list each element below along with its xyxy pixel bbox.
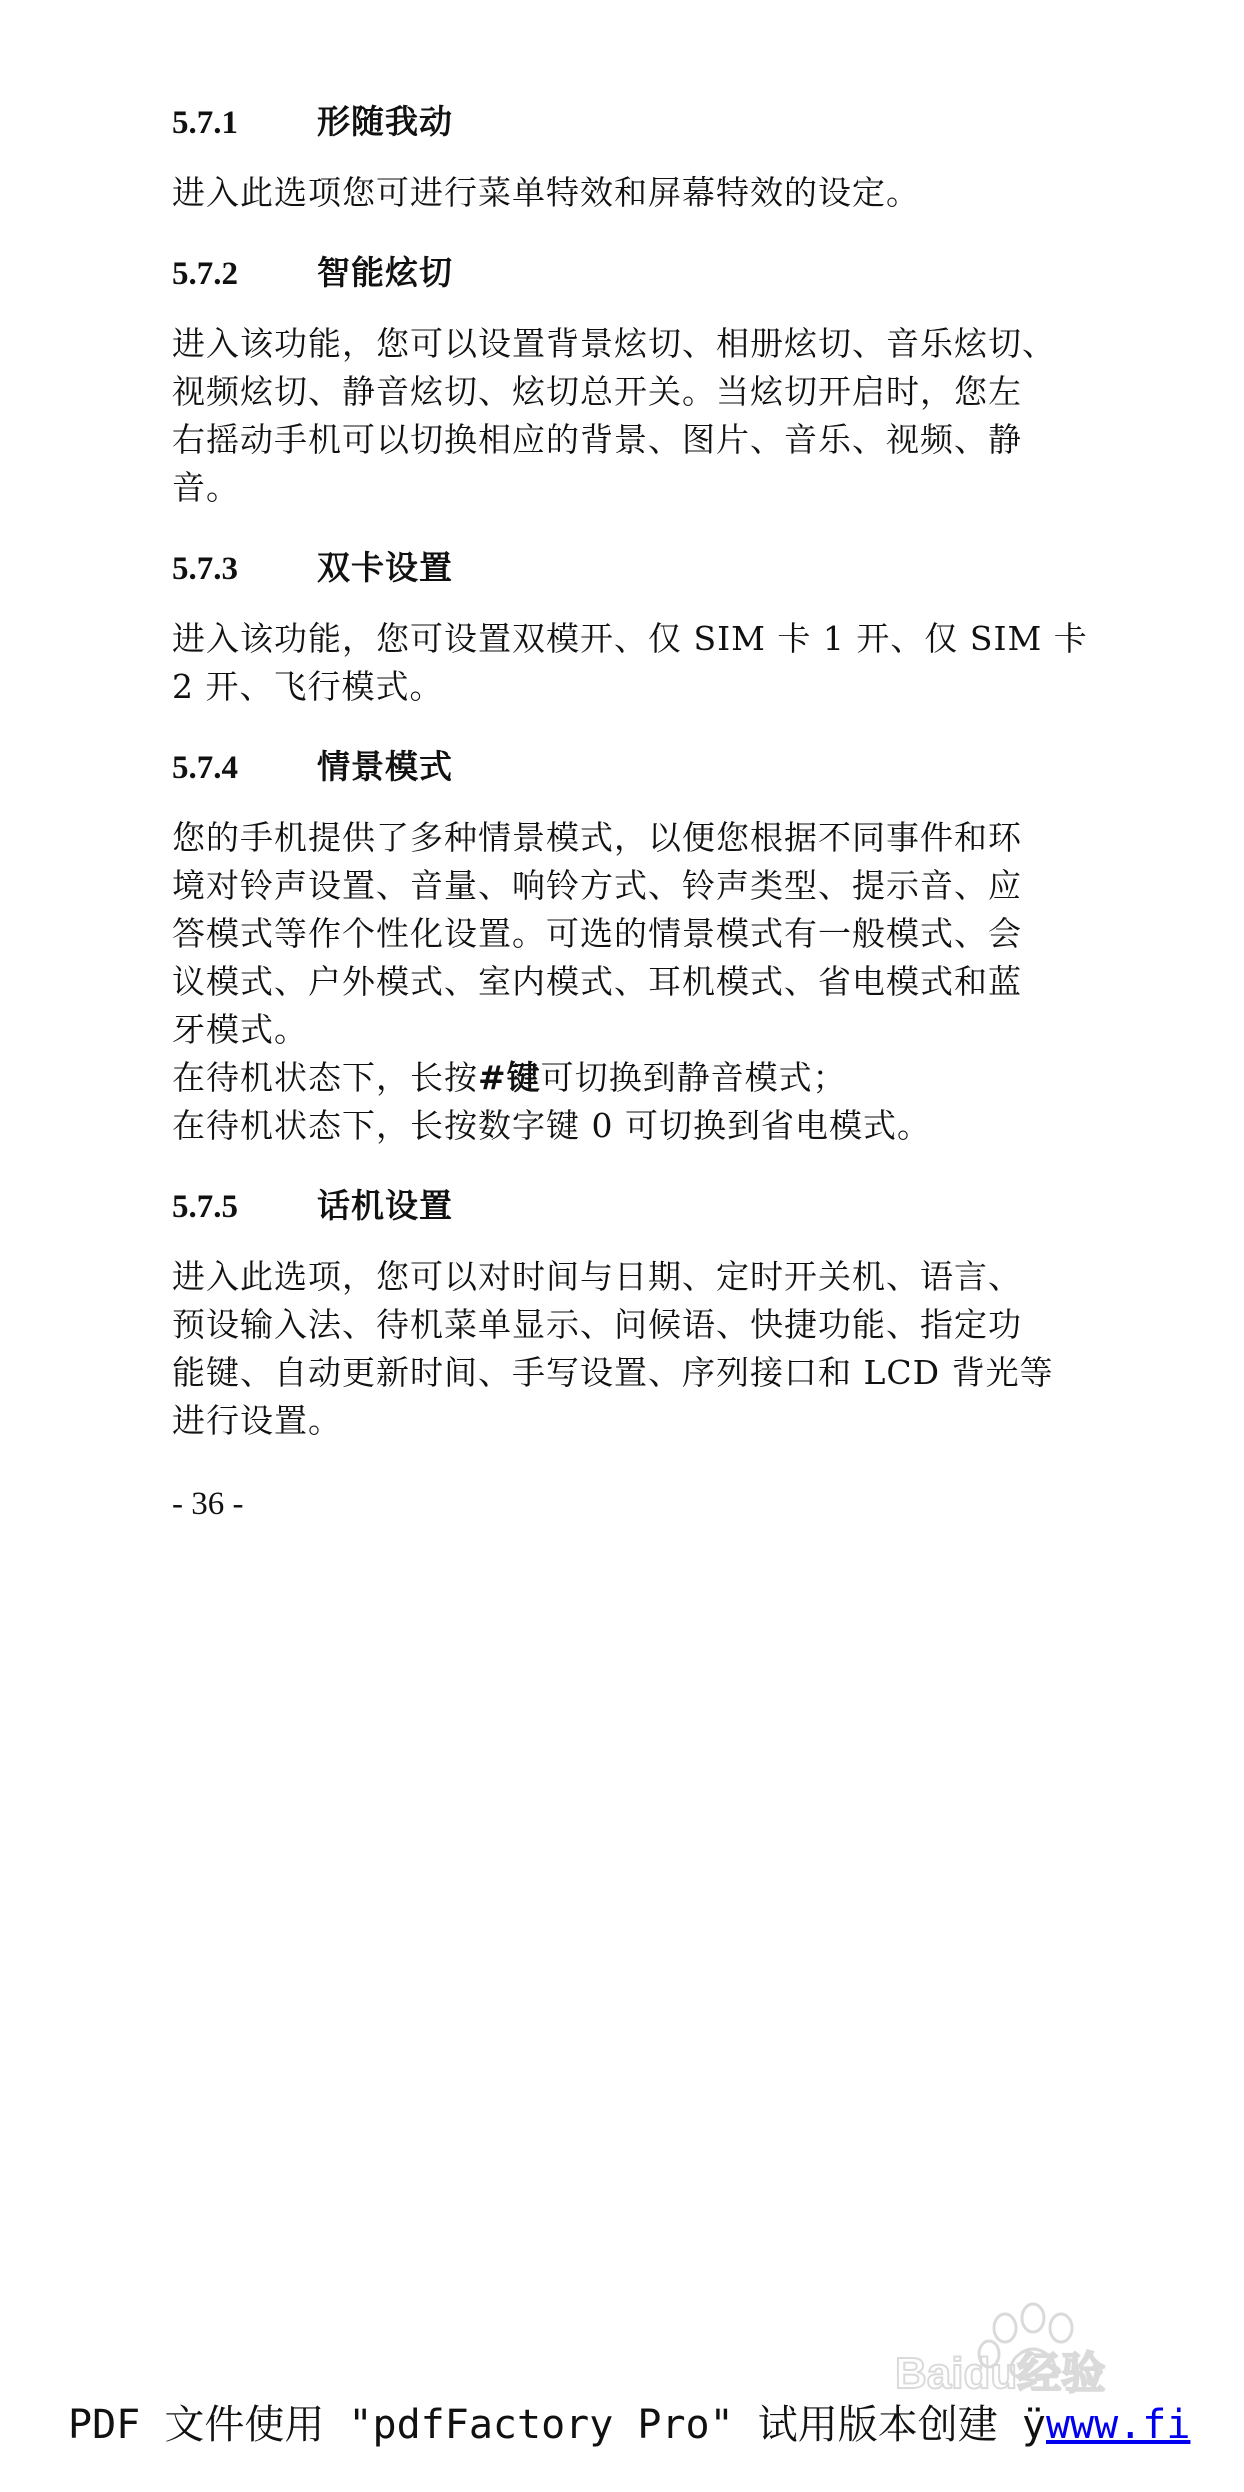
section-number: 5.7.2 <box>172 256 238 292</box>
paragraph-line: 进入该功能，您可设置双模开、仅 SIM 卡 1 开、仅 SIM 卡 <box>172 619 1088 658</box>
paragraph-line: 视频炫切、静音炫切、炫切总开关。当炫切开启时，您左 <box>172 372 1022 411</box>
paragraph-line: 右摇动手机可以切换相应的背景、图片、音乐、视频、静 <box>172 420 1022 459</box>
paragraph-line: 境对铃声设置、音量、响铃方式、铃声类型、提示音、应 <box>172 866 1022 905</box>
section-number: 5.7.3 <box>172 551 238 587</box>
section-5-7-3 <box>172 546 1088 711</box>
paw-icon <box>885 2288 1185 2398</box>
section-heading <box>172 546 1072 591</box>
paragraph-line: 进行设置。 <box>172 1401 342 1440</box>
section-title: 情景模式 <box>317 747 453 786</box>
standby-mute-note <box>172 1054 1072 1102</box>
paragraph-line: 牙模式。 <box>172 1010 308 1049</box>
section-title: 双卡设置 <box>317 548 453 587</box>
document-body <box>172 100 1088 1445</box>
section-heading <box>172 745 1072 790</box>
paragraph-line: 议模式、户外模式、室内模式、耳机模式、省电模式和蓝 <box>172 962 1022 1001</box>
section-heading <box>172 100 1072 145</box>
hash-key-label: #键 <box>478 1058 541 1097</box>
paragraph-line: 您的手机提供了多种情景模式，以便您根据不同事件和环 <box>172 818 1022 857</box>
page-number: - 36 - <box>172 1486 244 1522</box>
section-heading <box>172 1184 1072 1229</box>
section-number: 5.7.4 <box>172 750 238 786</box>
baidu-watermark <box>885 2288 1185 2398</box>
paragraph-line: 进入此选项您可进行菜单特效和屏幕特效的设定。 <box>172 173 920 212</box>
section-number: 5.7.1 <box>172 105 238 141</box>
section-5-7-2 <box>172 251 1072 512</box>
section-title: 形随我动 <box>317 102 453 141</box>
note-suffix: 可切换到静音模式； <box>540 1058 847 1097</box>
watermark-text: Baidu经验 <box>895 2349 1106 2398</box>
section-5-7-5 <box>172 1184 1072 1445</box>
section-title: 智能炫切 <box>317 253 453 292</box>
paragraph-line: 进入此选项，您可以对时间与日期、定时开关机、语言、 <box>172 1257 1022 1296</box>
section-number: 5.7.5 <box>172 1189 238 1225</box>
paragraph-line: 答模式等作个性化设置。可选的情景模式有一般模式、会 <box>172 914 1022 953</box>
footer-link[interactable]: www.fi <box>1045 2402 1191 2448</box>
footer-text: PDF 文件使用 "pdfFactory Pro" 试用版本创建 ÿ <box>68 2402 1046 2448</box>
section-title: 话机设置 <box>317 1186 453 1225</box>
pdf-footer <box>68 2400 1190 2450</box>
paragraph-line: 能键、自动更新时间、手写设置、序列接口和 LCD 背光等 <box>172 1353 1054 1392</box>
paragraph-line: 进入该功能，您可以设置背景炫切、相册炫切、音乐炫切、 <box>172 324 1056 363</box>
paragraph-line: 2 开、飞行模式。 <box>172 667 444 706</box>
section-5-7-4 <box>172 745 1072 1150</box>
paragraph-line: 音。 <box>172 468 240 507</box>
paragraph-line: 预设输入法、待机菜单显示、问候语、快捷功能、指定功 <box>172 1305 1022 1344</box>
section-5-7-1 <box>172 100 1072 217</box>
note-prefix: 在待机状态下，长按 <box>172 1058 478 1097</box>
section-heading <box>172 251 1072 296</box>
standby-powersave-note: 在待机状态下，长按数字键 0 可切换到省电模式。 <box>172 1106 931 1145</box>
